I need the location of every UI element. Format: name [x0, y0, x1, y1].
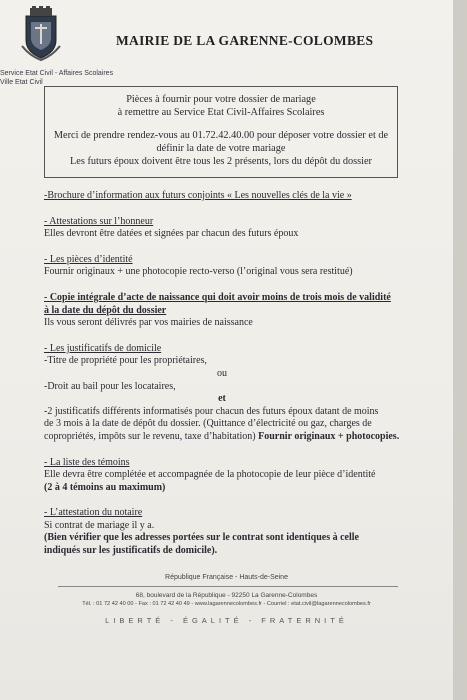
domicile-line	[44, 431, 400, 444]
domicile-line-text: copropriétés, impôts sur le revenu, taxe d’habitation)	[44, 430, 256, 442]
copie-text: Ils vous seront délivrés par vos mairies de naissance	[44, 317, 253, 329]
domicile-line: -Droit au bail pour les locataires,	[44, 380, 176, 392]
notaire-note-cont: indiqués sur les justificatifs de domicile).	[44, 545, 218, 557]
document-body	[44, 190, 400, 558]
temoins-note: (2 à 4 témoins au maximum)	[44, 481, 166, 493]
box-line: Pièces à fournir pour votre dossier de mariage	[126, 94, 316, 105]
copie-heading: - Copie intégrale d’acte de naissance qui doit avoir moins de trois mois de validité	[44, 291, 391, 303]
box-line: à remettre au Service Etat Civil-Affaires Scolaires	[117, 107, 325, 118]
box-line: définir la date de votre mariage	[156, 143, 286, 154]
identite-heading: - Les pièces d’identité	[44, 253, 133, 265]
domicile-heading: - Les justificatifs de domicile	[44, 342, 162, 354]
copie-heading-cont: à la date du dépôt du dossier	[44, 304, 167, 316]
notaire-text: Si contrat de mariage il y a.	[44, 519, 155, 531]
department-line: Service Etat Civil - Affaires Scolaires	[0, 70, 114, 77]
temoins-text: Elle devra être complétée et accompagnée de la photocopie de leur pièce d’identité	[44, 469, 376, 481]
footer-divider	[58, 586, 398, 587]
temoins-heading: - La liste des témoins	[44, 456, 130, 468]
footer-contact: Tél. : 01 72 42 40 00 - Fax : 01 72 42 40 49 - www.lagarennecolombes.fr - Courriel : etat.civil@lagarennecolombes.fr	[82, 601, 371, 607]
footer-motto: LIBERTÉ - ÉGALITÉ - FRATERNITÉ	[105, 616, 348, 625]
brochure-heading: -Brochure d’information aux futurs conjoints « Les nouvelles clés de la vie »	[44, 190, 352, 201]
footer-republique: République Française - Hauts-de-Seine	[165, 574, 288, 581]
footer-address: 68, boulevard de la République - 92250 La Garenne-Colombes	[135, 592, 318, 599]
domicile-line: -Titre de propriété pour les propriétaires,	[44, 355, 207, 367]
box-line: Les futurs époux doivent être tous les 2 présents, lors du dépôt du dossier	[70, 156, 372, 167]
domicile-et: et	[218, 393, 226, 405]
domicile-line: de 3 mois à la date de dépôt du dossier. (Quittance d’électricité ou gaz, charges de	[44, 418, 372, 430]
identite-text: Fournir originaux + une photocopie recto-verso (l’original vous sera restitué)	[44, 266, 353, 278]
domicile-ou: ou	[217, 367, 227, 379]
box-line: Merci de prendre rendez-vous au 01.72.42.40.00 pour déposer votre dossier et de	[53, 130, 389, 141]
page-title: MAIRIE DE LA GARENNE-COLOMBES	[116, 33, 374, 48]
attestations-text: Elles devront être datées et signées par chacun des futurs époux	[44, 228, 299, 240]
domicile-bold-note: Fournir originaux + photocopies.	[258, 430, 400, 442]
department-subline: Ville Etat Civil	[0, 79, 43, 86]
notaire-heading: - L’attestation du notaire	[44, 507, 143, 519]
attestations-heading: - Attestations sur l’honneur	[44, 215, 154, 227]
info-box	[44, 86, 398, 178]
notaire-note: (Bien vérifier que les adresses portées sur le contrat sont identiques à celle	[44, 532, 359, 544]
domicile-line: -2 justificatifs différents informatisés pour chacun des futurs époux datant de moins	[44, 405, 379, 417]
city-crest-icon	[20, 6, 62, 62]
page-edge	[453, 0, 467, 700]
